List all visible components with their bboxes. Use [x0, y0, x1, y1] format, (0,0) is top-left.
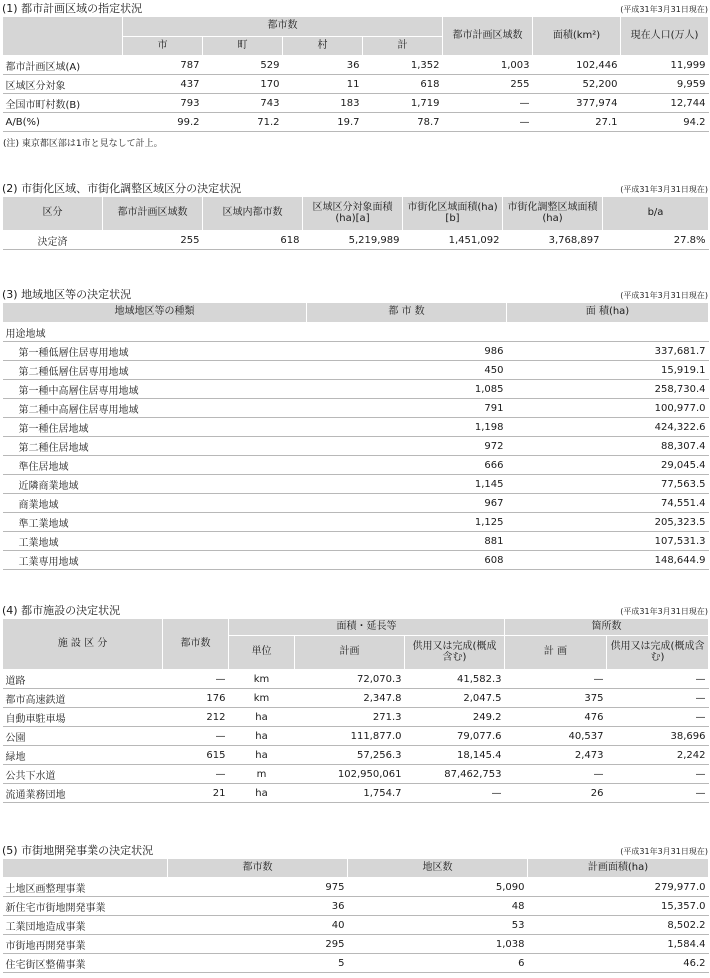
- table-row: [3, 708, 709, 727]
- cell-kdone: —: [607, 670, 709, 689]
- cell-area: 279,977.0: [528, 878, 709, 897]
- table-row: [3, 532, 709, 551]
- footnote: (注) 東京都区部は1市と見なして計上。: [3, 139, 163, 149]
- cell-pop: 11,999: [621, 56, 709, 75]
- cell-plan: 2,347.8: [295, 689, 405, 708]
- cell-cities: —: [163, 727, 229, 746]
- as-of-date: (平成31年3月31日現在): [620, 185, 708, 194]
- cell-kplan: 375: [505, 689, 607, 708]
- cell-area: 148,644.9: [507, 551, 709, 570]
- cell-districts: 53: [348, 916, 528, 935]
- cell-kei: 78.7: [363, 113, 443, 132]
- cell: 5,219,989: [303, 231, 403, 250]
- table-row: [3, 784, 709, 803]
- header-unit: 単位: [229, 636, 295, 670]
- cell-area: 1,584.4: [528, 935, 709, 954]
- table-row: [3, 765, 709, 784]
- cell-cities: 967: [307, 494, 507, 513]
- section-title: (1) 都市計画区域の指定状況: [2, 2, 143, 15]
- table-row: [3, 380, 709, 399]
- cell-cities: 791: [307, 399, 507, 418]
- row-label: 区域区分対象: [3, 75, 123, 94]
- cell-area: 8,502.2: [528, 916, 709, 935]
- row-label: 商業地域: [3, 494, 307, 513]
- section-title: (2) 市街化区域、市街化調整区域区分の決定状況: [2, 182, 242, 195]
- row-label: 準工業地域: [3, 513, 307, 532]
- header-locations: 箇所数: [505, 619, 709, 636]
- table-row: [3, 727, 709, 746]
- row-label: 第二種中高層住居専用地域: [3, 399, 307, 418]
- cell-shi: 793: [123, 94, 203, 113]
- cell-kei: 1,352: [363, 56, 443, 75]
- cell-districts: 48: [348, 897, 528, 916]
- cell-kdone: —: [607, 689, 709, 708]
- cell-done: 87,462,753: [405, 765, 505, 784]
- table-row: [3, 475, 709, 494]
- cell-plan: 1,754.7: [295, 784, 405, 803]
- header-kubun: 区分: [3, 197, 103, 231]
- corner-cell: [3, 17, 123, 56]
- cell-machi: 170: [203, 75, 283, 94]
- row-label: 住宅街区整備事業: [3, 954, 168, 973]
- row-label: A/B(%): [3, 113, 123, 132]
- cell-cities: 40: [168, 916, 348, 935]
- header-zone-type: 地域地区等の種類: [3, 303, 307, 323]
- table-row: [3, 113, 709, 132]
- table-row: [3, 551, 709, 570]
- table-row: [3, 513, 709, 532]
- cell-cities: 881: [307, 532, 507, 551]
- cell-cities: 450: [307, 361, 507, 380]
- row-label: 都市高速鉄道: [3, 689, 163, 708]
- row-label: 道路: [3, 670, 163, 689]
- cell-districts: 6: [348, 954, 528, 973]
- cell-kdone: 2,242: [607, 746, 709, 765]
- header-cities: 都市数: [168, 859, 348, 878]
- cell-kplan: —: [505, 765, 607, 784]
- as-of-date: (平成31年3月31日現在): [620, 847, 708, 856]
- cell-cities: 608: [307, 551, 507, 570]
- cell-areas: —: [443, 94, 533, 113]
- table-row: [3, 670, 709, 689]
- city-planning-areas-table: [2, 16, 709, 132]
- row-label: 第二種住居地域: [3, 437, 307, 456]
- row-label: 流通業務団地: [3, 784, 163, 803]
- cell-pop: 12,744: [621, 94, 709, 113]
- cell-menseki: 102,446: [533, 56, 621, 75]
- cell: 255: [103, 231, 203, 250]
- cell-cities: 212: [163, 708, 229, 727]
- header-urbanization-area: 市街化区域面積(ha)[b]: [403, 197, 503, 231]
- cell-machi: 529: [203, 56, 283, 75]
- header-planned-area: 計画面積(ha): [528, 859, 709, 878]
- cell-districts: 5,090: [348, 878, 528, 897]
- cell-kdone: —: [607, 784, 709, 803]
- header-areas: 都市計画区域数: [443, 17, 533, 56]
- table-row: [3, 231, 709, 250]
- cell-mura: 183: [283, 94, 363, 113]
- cell-kplan: —: [505, 670, 607, 689]
- cell-done: 79,077.6: [405, 727, 505, 746]
- header-target-area: 区域区分対象面積(ha)[a]: [303, 197, 403, 231]
- row-label: 緑地: [3, 746, 163, 765]
- cell-area: 74,551.4: [507, 494, 709, 513]
- cell-area: 88,307.4: [507, 437, 709, 456]
- row-label: 新住宅市街地開発事業: [3, 897, 168, 916]
- row-label: 市街地再開発事業: [3, 935, 168, 954]
- header-area: 面 積(ha): [507, 303, 709, 323]
- cell-shi: 437: [123, 75, 203, 94]
- group-label: 用途地域: [3, 323, 709, 342]
- table-row: [3, 935, 709, 954]
- table-row: [3, 689, 709, 708]
- section-urbanization-areas: [0, 180, 710, 250]
- row-label: 全国市町村数(B): [3, 94, 123, 113]
- cell: 3,768,897: [503, 231, 603, 250]
- cell-area: 15,919.1: [507, 361, 709, 380]
- header-area-km2: 面積(km²): [533, 17, 621, 56]
- row-label: 第一種中高層住居専用地域: [3, 380, 307, 399]
- cell-cities: 176: [163, 689, 229, 708]
- cell-unit: m: [229, 765, 295, 784]
- row-label: 工業地域: [3, 532, 307, 551]
- urban-facilities-table: [2, 618, 709, 803]
- table-row: [3, 897, 709, 916]
- header-planning-areas: 都市計画区域数: [103, 197, 203, 231]
- header-cities-in-area: 区域内都市数: [203, 197, 303, 231]
- table-row: [3, 916, 709, 935]
- cell-kdone: —: [607, 708, 709, 727]
- cell-plan: 271.3: [295, 708, 405, 727]
- cell-done: 18,145.4: [405, 746, 505, 765]
- cell-pop: 94.2: [621, 113, 709, 132]
- cell-cities: —: [163, 765, 229, 784]
- row-label: 準住居地域: [3, 456, 307, 475]
- cell-unit: km: [229, 670, 295, 689]
- corner-cell: [3, 859, 168, 878]
- row-label: 近隣商業地域: [3, 475, 307, 494]
- cell-kplan: 476: [505, 708, 607, 727]
- cell-area: 424,322.6: [507, 418, 709, 437]
- cell-area: 29,045.4: [507, 456, 709, 475]
- as-of-date: (平成31年3月31日現在): [620, 291, 708, 300]
- header-cities: 都市数: [163, 619, 229, 670]
- table-row: [3, 342, 709, 361]
- section-title: (4) 都市施設の決定状況: [2, 604, 121, 617]
- row-label: 第一種低層住居専用地域: [3, 342, 307, 361]
- table-row: [3, 94, 709, 113]
- row-label: 第一種住居地域: [3, 418, 307, 437]
- table-row: [3, 954, 709, 973]
- urban-development-table: [2, 858, 709, 973]
- cell-cities: 36: [168, 897, 348, 916]
- section-city-planning-areas: [0, 0, 710, 149]
- row-label: 工業専用地域: [3, 551, 307, 570]
- cell-cities: 5: [168, 954, 348, 973]
- table-row: [3, 361, 709, 380]
- cell-done: 249.2: [405, 708, 505, 727]
- cell-kplan: 26: [505, 784, 607, 803]
- cell-kdone: —: [607, 765, 709, 784]
- cell-areas: 255: [443, 75, 533, 94]
- header-districts: 地区数: [348, 859, 528, 878]
- table-row: [3, 746, 709, 765]
- section-title: (5) 市街地開発事業の決定状況: [2, 844, 154, 857]
- cell-menseki: 52,200: [533, 75, 621, 94]
- cell-done: —: [405, 784, 505, 803]
- row-label: 工業団地造成事業: [3, 916, 168, 935]
- header-control-area: 市街化調整区域面積(ha): [503, 197, 603, 231]
- cell-cities: 1,125: [307, 513, 507, 532]
- cell-area: 46.2: [528, 954, 709, 973]
- cell-cities: —: [163, 670, 229, 689]
- table-row: [3, 56, 709, 75]
- cell-unit: ha: [229, 727, 295, 746]
- table-row: [3, 75, 709, 94]
- cell-area: 15,357.0: [528, 897, 709, 916]
- cell-cities: 21: [163, 784, 229, 803]
- row-label: 自動車駐車場: [3, 708, 163, 727]
- header-cities: 都 市 数: [307, 303, 507, 323]
- cell-kplan: 2,473: [505, 746, 607, 765]
- cell-kplan: 40,537: [505, 727, 607, 746]
- row-label: 公園: [3, 727, 163, 746]
- cell-kei: 618: [363, 75, 443, 94]
- header-cities: 都市数: [123, 17, 443, 37]
- row-label: 土地区画整理事業: [3, 878, 168, 897]
- cell-menseki: 377,974: [533, 94, 621, 113]
- header-population: 現在人口(万人): [621, 17, 709, 56]
- cell-cities: 1,085: [307, 380, 507, 399]
- header-ratio: b/a: [603, 197, 709, 231]
- header-machi: 町: [203, 37, 283, 56]
- cell-done: 2,047.5: [405, 689, 505, 708]
- section-title: (3) 地域地区等の決定状況: [2, 288, 132, 301]
- table-row: [3, 878, 709, 897]
- cell-cities: 972: [307, 437, 507, 456]
- row-label: 公共下水道: [3, 765, 163, 784]
- row-label: 第二種低層住居専用地域: [3, 361, 307, 380]
- cell-plan: 72,070.3: [295, 670, 405, 689]
- cell-machi: 743: [203, 94, 283, 113]
- section-urban-facilities: [0, 602, 710, 803]
- cell-unit: ha: [229, 746, 295, 765]
- table-row: [3, 418, 709, 437]
- header-area-length: 面積・延長等: [229, 619, 505, 636]
- zoning-table: [2, 302, 709, 570]
- cell-plan: 111,877.0: [295, 727, 405, 746]
- table-row: [3, 494, 709, 513]
- cell-menseki: 27.1: [533, 113, 621, 132]
- table-row: [3, 456, 709, 475]
- cell-cities: 1,145: [307, 475, 507, 494]
- cell-cities: 1,198: [307, 418, 507, 437]
- cell-kei: 1,719: [363, 94, 443, 113]
- row-label: 決定済: [3, 231, 103, 250]
- cell-shi: 787: [123, 56, 203, 75]
- cell-area: 337,681.7: [507, 342, 709, 361]
- cell-areas: —: [443, 113, 533, 132]
- cell-area: 100,977.0: [507, 399, 709, 418]
- header-kei: 計: [363, 37, 443, 56]
- header-shi: 市: [123, 37, 203, 56]
- header-mura: 村: [283, 37, 363, 56]
- cell-pop: 9,959: [621, 75, 709, 94]
- cell-area: 77,563.5: [507, 475, 709, 494]
- cell: 618: [203, 231, 303, 250]
- cell-area: 107,531.3: [507, 532, 709, 551]
- cell-mura: 11: [283, 75, 363, 94]
- as-of-date: (平成31年3月31日現在): [620, 5, 708, 14]
- cell-area: 205,323.5: [507, 513, 709, 532]
- cell-unit: ha: [229, 708, 295, 727]
- cell-shi: 99.2: [123, 113, 203, 132]
- cell-districts: 1,038: [348, 935, 528, 954]
- cell-cities: 295: [168, 935, 348, 954]
- cell-mura: 19.7: [283, 113, 363, 132]
- cell-unit: km: [229, 689, 295, 708]
- cell-unit: ha: [229, 784, 295, 803]
- header-plan: 計画: [295, 636, 405, 670]
- section-zoning: [0, 286, 710, 570]
- cell-kdone: 38,696: [607, 727, 709, 746]
- cell: 27.8%: [603, 231, 709, 250]
- cell-cities: 615: [163, 746, 229, 765]
- cell-mura: 36: [283, 56, 363, 75]
- table-row: [3, 399, 709, 418]
- as-of-date: (平成31年3月31日現在): [620, 607, 708, 616]
- row-label: 都市計画区域(A): [3, 56, 123, 75]
- header-completed-locations: 供用又は完成(概成含む): [607, 636, 709, 670]
- section-urban-development: [0, 842, 710, 973]
- cell-areas: 1,003: [443, 56, 533, 75]
- cell-cities: 666: [307, 456, 507, 475]
- header-completed: 供用又は完成(概成含む): [405, 636, 505, 670]
- cell-plan: 57,256.3: [295, 746, 405, 765]
- table-row: [3, 437, 709, 456]
- cell-plan: 102,950,061: [295, 765, 405, 784]
- table-row: [3, 323, 709, 342]
- cell-cities: 975: [168, 878, 348, 897]
- cell-done: 41,582.3: [405, 670, 505, 689]
- header-plan-locations: 計 画: [505, 636, 607, 670]
- cell-machi: 71.2: [203, 113, 283, 132]
- cell-area: 258,730.4: [507, 380, 709, 399]
- cell-cities: 986: [307, 342, 507, 361]
- header-facility-type: 施 設 区 分: [3, 619, 163, 670]
- urbanization-areas-table: [2, 196, 709, 250]
- cell: 1,451,092: [403, 231, 503, 250]
